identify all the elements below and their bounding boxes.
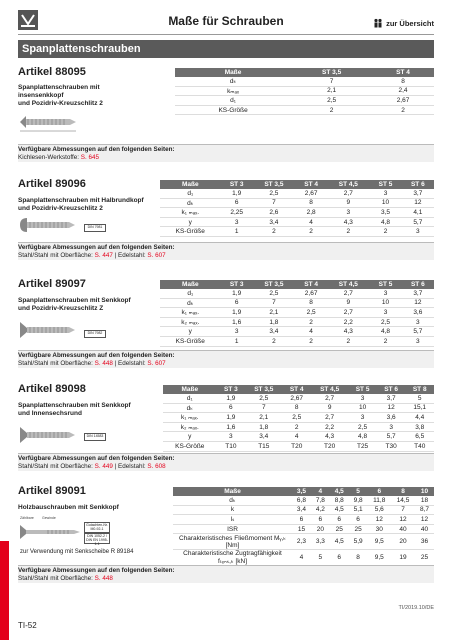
din-badge: DIN 7982 <box>84 330 106 338</box>
availability-note: Verfügbare Abmessungen auf den folgenden Seiten: Stahl/Stahl mit Oberfläche: S. 448 <box>18 565 434 583</box>
spec-table: Maße ST 3 ST 3,5 ST 4 ST 4,5 ST 5 ST 6 ST 8 d₁ 1,9 2,5 2,67 2,7 3 3,7 5 dₖ 6 7 8 9 10 12 15,1 k₁ ₘₐₓ. 1,9 2,1 2,5 2,7 3 3,6 4,4 k₂ ₘₐₓ. 1,6 1,8 2 2,2 2,5 3 3,8 y 3 3,4 4 4,3 4,8 5,7 6,5 KS-Größe T10 T15 T20 T20 T25 T30 T40 <box>163 385 434 452</box>
document-code: TI/2019.10/DE <box>398 605 434 611</box>
page-link[interactable]: S. 449 <box>94 462 113 470</box>
article-89091 <box>18 485 434 595</box>
page-link[interactable]: S. 608 <box>147 462 166 470</box>
page-link[interactable]: S. 448 <box>94 359 113 367</box>
page-link[interactable]: S. 448 <box>94 574 113 582</box>
availability-note: Verfügbare Abmessungen auf den folgenden Seiten: Stahl/Stahl mit Oberfläche: S. 449 | Edelstahl: S. 608 <box>18 453 434 471</box>
usage-note: zur Verwendung mit Senkscheibe R 89184 <box>20 549 134 555</box>
page-link[interactable]: S. 447 <box>94 251 113 259</box>
article-description: Holzbauschrauben mit Senkkopf <box>18 504 119 511</box>
page-title: Maße für Schrauben <box>168 14 284 28</box>
drawing-label: Zählbare <box>20 516 34 520</box>
article-title: Artikel 89098 <box>18 383 86 395</box>
spec-table: Maße ST 3,5 ST 4 dₖ 7 8 kₘₐₓ 2,1 2,4 d₁ 2,5 2,67 KS-Größe 2 2 <box>175 68 434 115</box>
page-link[interactable]: S. 607 <box>147 251 166 259</box>
article-description: Spanplattenschrauben mit Senkkopf und Pozidriv-Kreuzschlitz Z <box>18 297 131 312</box>
overview-label: zur Übersicht <box>386 18 434 28</box>
screw-drawing <box>18 522 82 542</box>
article-title: Artikel 89097 <box>18 278 86 290</box>
article-title: Artikel 88095 <box>18 66 86 78</box>
drawing-label: Gewinde <box>42 516 56 520</box>
article-title: Artikel 89096 <box>18 178 86 190</box>
article-89098 <box>18 383 434 470</box>
spec-table: Maße ST 3 ST 3,5 ST 4 ST 4,5 ST 5 ST 6 d₁ 1,9 2,5 2,67 2,7 3 3,7 dₖ 6 7 8 9 10 12 k₁ ₘₐₓ. 2,25 2,6 2,8 3 3,5 4,1 y 3 3,4 4 4,3 4,8 5,7 KS-Größe 1 2 2 2 2 3 <box>160 180 434 237</box>
page-link[interactable]: S. 645 <box>80 153 99 161</box>
approval-badge: Gutachten-Nr. M0-92-1 <box>84 522 110 533</box>
din-badge: DIN 7981 <box>84 224 106 232</box>
article-description: Spanplattenschrauben mit Halbrundkopf und Pozidriv-Kreuzschlitz 2 <box>18 197 144 212</box>
article-89097 <box>18 278 434 367</box>
screw-drawing <box>18 110 78 134</box>
page-link[interactable]: S. 607 <box>147 359 166 367</box>
article-description: Spanplattenschrauben mit insensenkkopf und Pozidriv-Kreuzschlitz 2 <box>18 84 103 107</box>
page-number: TI-52 <box>18 621 37 630</box>
approval-badge: DIN 1052-2 / DIN EN 1995-1-1 <box>84 533 110 544</box>
article-88095 <box>18 66 434 161</box>
section-banner: Spanplattenschrauben <box>18 40 434 58</box>
availability-note: Verfügbare Abmessungen auf den folgenden Seiten: Kichlesen-Werkstoffe: S. 645 <box>18 144 434 162</box>
article-description: Spanplattenschrauben mit Senkkopf und Innensechsrund <box>18 402 131 417</box>
chapter-marker <box>0 541 9 640</box>
availability-note: Verfügbare Abmessungen auf den folgenden Seiten: Stahl/Stahl mit Oberfläche: S. 447 | Edelstahl: S. 607 <box>18 242 434 260</box>
overview-link[interactable] <box>373 18 434 28</box>
spec-table: Maße ST 3 ST 3,5 ST 4 ST 4,5 ST 5 ST 6 d₁ 1,9 2,5 2,67 2,7 3 3,7 dₖ 6 7 8 9 10 12 k₁ ₘₐₓ. 1,9 2,1 2,5 2,7 3 3,6 k₂ ₘₐₓ. 1,6 1,8 2 2,2 2,5 3 y 3 3,4 4 4,3 4,8 5,7 KS-Größe 1 2 2 2 2 3 <box>160 280 434 347</box>
spec-table: Maße 3,5 4 4,5 5 6 8 10 dₖ 6,8 7,8 8,8 9,8 11,8 14,5 18 k 3,4 4,2 4,5 5,1 5,6 7 8,7 lₛ 6 6 6 6 12 12 12 ISR 15 20 25 25 30 40 40 Charakteristisches Fließmoment Mᵧ,ₖ [Nm] 2,3 3,3 4,5 5,9 9,5 20 36 Charakteristische Zugtragfähigkeit fₜₑₙₛ,ₖ [kN] 4 5 6 8 9,5 19 25 <box>173 487 434 582</box>
article-title: Artikel 89091 <box>18 485 86 497</box>
people-icon <box>373 18 383 28</box>
header-divider <box>18 34 434 35</box>
article-89096 <box>18 178 434 259</box>
availability-note: Verfügbare Abmessungen auf den folgenden Seiten: Stahl/Stahl mit Oberfläche: S. 448 | Edelstahl: S. 607 <box>18 350 434 368</box>
din-badge: DIN 14583 <box>84 433 106 441</box>
